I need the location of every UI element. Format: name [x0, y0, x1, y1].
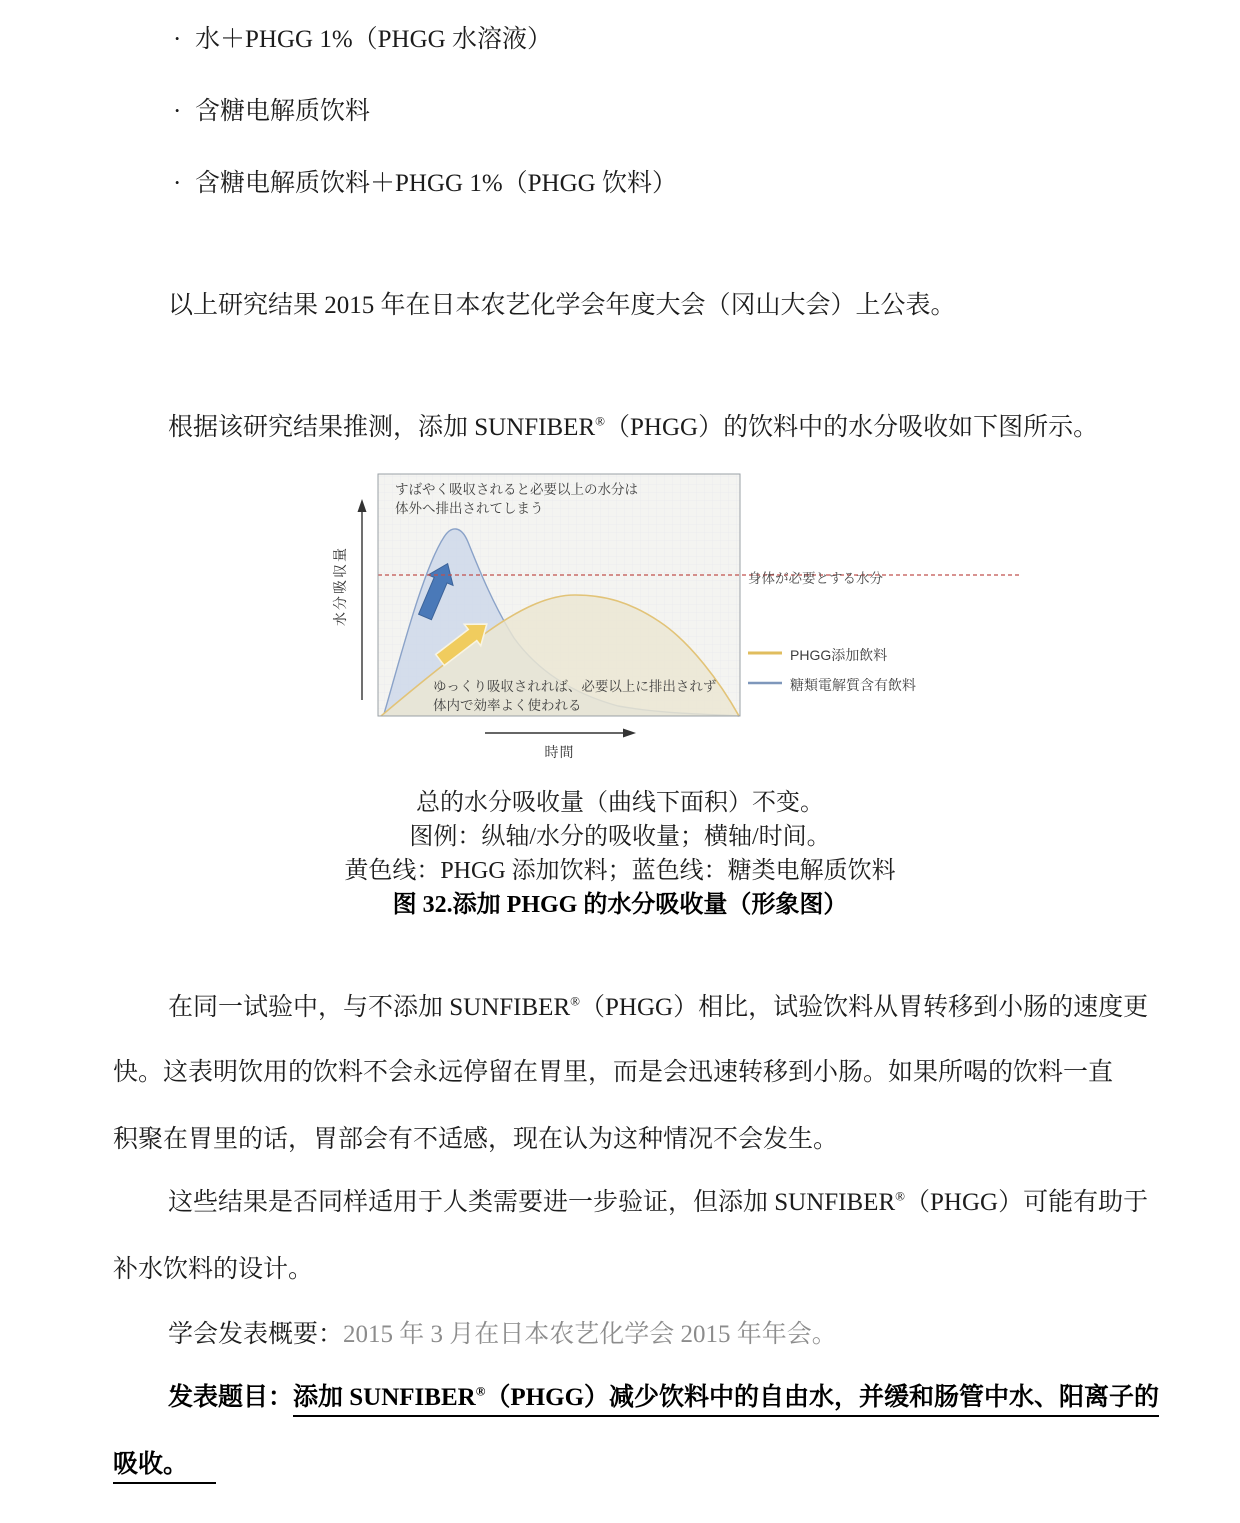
bullet-dot: · — [173, 26, 182, 53]
summary-text: 2015 年 3 月在日本农艺化学会 2015 年年会。 — [343, 1321, 837, 1348]
bullet-dot: · — [173, 170, 182, 197]
annotation-line: すばやく吸収されると必要以上の水分は — [395, 482, 638, 497]
figure-annotation-bottom — [433, 677, 716, 715]
title-label: 发表题目： — [168, 1384, 294, 1411]
registered-mark: ® — [895, 1188, 906, 1204]
y-axis-label: 水分吸収量 — [332, 546, 348, 626]
paragraph-human-validation-line-1 — [168, 1187, 1148, 1219]
registered-mark: ® — [595, 413, 606, 429]
paragraph-human-validation-line-2: 补水饮料的设计。 — [113, 1256, 314, 1283]
reference-line-label: 身体が必要とする水分 — [748, 571, 883, 586]
conference-summary-line — [168, 1319, 837, 1351]
annotation-line: ゆっくり吸収されれば、必要以上に排出されず — [433, 679, 717, 694]
annotation-line: 体外へ排出されてしまう — [395, 501, 544, 516]
bullet-text: 含糖电解质饮料＋PHGG 1%（PHGG 饮料） — [195, 170, 677, 197]
title-text: 添加 SUNFIBER — [293, 1384, 476, 1411]
bullet-text: 水＋PHGG 1%（PHGG 水溶液） — [195, 26, 552, 53]
water-absorption-figure — [320, 468, 1040, 768]
paragraph-text: （PHGG）相比，试验饮料从胃转移到小肠的速度更 — [580, 994, 1149, 1021]
paragraph-same-trial-line-2: 快。这表明饮用的饮料不会永远停留在胃里，而是会迅速转移到小肠。如果所喝的饮料一直 — [113, 1059, 1114, 1086]
paragraph-text: 根据该研究结果推测，添加 SUNFIBER — [168, 414, 596, 441]
legend-label-phgg: PHGG添加飲料 — [790, 647, 888, 663]
bullet-item-1 — [173, 24, 552, 56]
paragraph-text: （PHGG）的饮料中的水分吸收如下图所示。 — [605, 414, 1099, 441]
publication-title-line-1 — [168, 1382, 1159, 1414]
paragraph-same-trial-line-1 — [168, 992, 1148, 1024]
caption-line-3: 黄色线：PHGG 添加饮料；蓝色线：糖类电解质饮料 — [344, 858, 896, 884]
summary-label: 学会发表概要： — [168, 1321, 344, 1348]
paragraph-text: （PHGG）可能有助于 — [905, 1189, 1149, 1216]
figure-annotation-top — [395, 480, 638, 518]
bullet-text: 含糖电解质饮料 — [195, 98, 371, 125]
title-text: （PHGG）减少饮料中的自由水，并缓和肠管中水、阳离子的 — [485, 1384, 1160, 1411]
paragraph-text: 在同一试验中，与不添加 SUNFIBER — [168, 994, 571, 1021]
legend-label-sugar-electrolyte: 糖類電解質含有飲料 — [790, 677, 916, 693]
caption-line-2: 图例：纵轴/水分的吸收量；横轴/时间。 — [409, 824, 831, 850]
caption-figure-number: 图 32.添加 PHGG 的水分吸收量（形象图） — [392, 892, 848, 918]
paragraph-same-trial-line-3: 积聚在胃里的话，胃部会有不适感，现在认为这种情况不会发生。 — [113, 1126, 839, 1153]
caption-line-1: 总的水分吸收量（曲线下面积）不变。 — [416, 790, 824, 816]
paragraph-text: 这些结果是否同样适用于人类需要进一步验证，但添加 SUNFIBER — [168, 1189, 896, 1216]
registered-mark: ® — [570, 993, 581, 1009]
annotation-line: 体内で効率よく使われる — [433, 698, 582, 713]
bullet-dot: · — [173, 98, 182, 125]
registered-mark: ® — [475, 1383, 486, 1399]
y-axis-arrow — [358, 499, 367, 700]
title-underlined-text — [293, 1384, 1159, 1417]
figure-caption — [113, 786, 1127, 922]
x-axis-label: 時間 — [544, 744, 575, 760]
paragraph-results-published: 以上研究结果 2015 年在日本农艺化学会年度大会（冈山大会）上公表。 — [168, 292, 956, 319]
bullet-item-2 — [173, 96, 370, 128]
paragraph-figure-intro — [168, 412, 1098, 444]
publication-title-line-2 — [113, 1449, 216, 1481]
bullet-item-3 — [173, 168, 677, 200]
title-underlined-text: 吸收。 — [113, 1451, 216, 1484]
x-axis-arrow — [485, 729, 636, 738]
